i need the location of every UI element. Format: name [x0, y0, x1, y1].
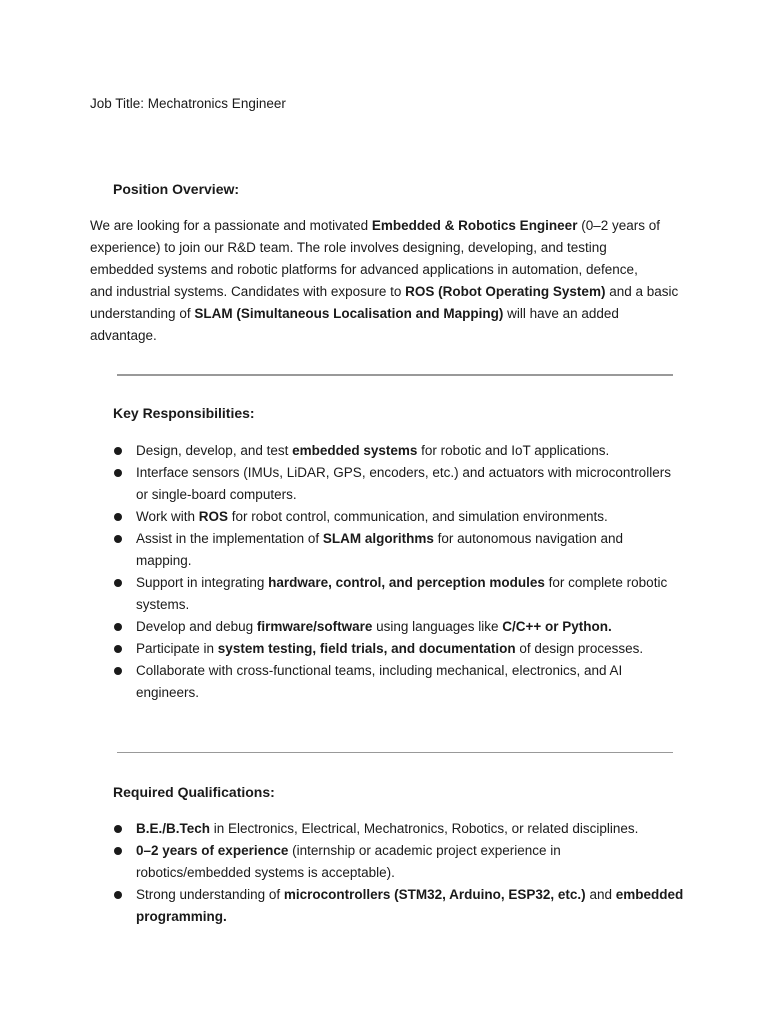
list-item [110, 660, 671, 704]
text-run: Strong understanding of [136, 887, 284, 902]
text-line [90, 325, 682, 347]
text-line [136, 440, 671, 462]
text-line [90, 237, 682, 259]
list-item [110, 638, 671, 660]
position-overview-heading: Position Overview: [113, 181, 240, 197]
text-line [136, 462, 671, 484]
text-line [136, 616, 671, 638]
job-title: Job Title: Mechatronics Engineer [90, 96, 286, 111]
bold-text: embedded [615, 887, 684, 902]
bold-text: embedded systems [292, 443, 418, 458]
list-item [110, 818, 683, 840]
text-line [136, 572, 671, 594]
text-run: and [585, 887, 616, 902]
bullet-icon [114, 623, 122, 631]
bold-text: system testing, field trials, and documentation [217, 641, 516, 656]
key-responsibilities-heading: Key Responsibilities: [113, 405, 255, 421]
list-item [110, 616, 671, 638]
text-run: Develop and debug [136, 619, 257, 634]
text-line [136, 638, 671, 660]
list-item [110, 462, 671, 506]
responsibilities-list [110, 440, 671, 704]
text-run: Support in integrating [136, 575, 269, 590]
text-line [90, 303, 682, 325]
list-item [110, 528, 671, 572]
text-run: Work with [136, 509, 199, 524]
text-run: for autonomous navigation and [433, 531, 623, 546]
text-line [136, 506, 671, 528]
bullet-icon [114, 535, 122, 543]
text-line [136, 840, 683, 862]
text-run: (0–2 years of [577, 218, 660, 233]
bold-text: SLAM (Simultaneous Localisation and Mapping) [194, 306, 504, 321]
text-run: or single-board computers. [136, 487, 297, 502]
text-run: for robotic and IoT applications. [417, 443, 610, 458]
text-run: and industrial systems. Candidates with exposure to [90, 284, 406, 299]
text-line [136, 906, 683, 928]
text-line [136, 862, 683, 884]
bullet-icon [114, 469, 122, 477]
text-run: advantage. [90, 328, 157, 343]
text-run: and a basic [605, 284, 679, 299]
text-line [90, 259, 682, 281]
text-line [136, 528, 671, 550]
text-run: (internship or academic project experience in [288, 843, 561, 858]
text-run: Participate in [136, 641, 218, 656]
text-run: in Electronics, Electrical, Mechatronics, Robotics, or related disciplines. [210, 821, 639, 836]
bullet-icon [114, 667, 122, 675]
text-run: engineers. [136, 685, 200, 700]
text-line [136, 594, 671, 616]
text-run: will have an added [503, 306, 619, 321]
text-line [136, 682, 671, 704]
text-run: using languages like [372, 619, 503, 634]
bullet-icon [114, 447, 122, 455]
list-item [110, 840, 683, 884]
bold-text: B.E./B.Tech [136, 821, 211, 836]
text-run: for robot control, communication, and simulation environments. [228, 509, 608, 524]
text-run: robotics/embedded systems is acceptable). [136, 865, 395, 880]
bold-text: SLAM algorithms [322, 531, 434, 546]
text-run: We are looking for a passionate and motivated [90, 218, 372, 233]
text-run: of design processes. [515, 641, 644, 656]
position-overview-paragraph [90, 215, 682, 347]
list-item [110, 572, 671, 616]
text-line [136, 818, 683, 840]
bold-text: hardware, control, and perception modules [268, 575, 545, 590]
bullet-icon [114, 891, 122, 899]
bullet-icon [114, 825, 122, 833]
text-run: for complete robotic [544, 575, 668, 590]
text-run: understanding of [90, 306, 195, 321]
required-qualifications-heading: Required Qualifications: [113, 784, 275, 800]
text-run: systems. [136, 597, 190, 612]
text-line [136, 484, 671, 506]
text-run: mapping. [136, 553, 192, 568]
bullet-icon [114, 513, 122, 521]
bold-text: ROS (Robot Operating System) [405, 284, 606, 299]
text-run: Design, develop, and test [136, 443, 293, 458]
text-run: experience) to join our R&D team. The role involves designing, developing, and testing [90, 240, 607, 255]
bold-text: C/C++ or Python. [502, 619, 612, 634]
section-divider [117, 752, 673, 753]
text-line [136, 884, 683, 906]
text-run: embedded systems and robotic platforms for advanced applications in automation, defence, [90, 262, 638, 277]
text-run: Interface sensors (IMUs, LiDAR, GPS, encoders, etc.) and actuators with microcontrollers [136, 465, 671, 480]
bold-text: microcontrollers (STM32, Arduino, ESP32, etc.) [283, 887, 586, 902]
bold-text: 0–2 years of experience [136, 843, 289, 858]
bold-text: Embedded & Robotics Engineer [371, 218, 578, 233]
text-line [90, 281, 682, 303]
text-line [90, 215, 682, 237]
list-item [110, 884, 683, 928]
section-divider [117, 374, 673, 376]
text-run: Assist in the implementation of [136, 531, 323, 546]
text-run: Collaborate with cross-functional teams, including mechanical, electronics, and AI [136, 663, 623, 678]
text-line [136, 550, 671, 572]
bold-text: ROS [198, 509, 229, 524]
text-line [136, 660, 671, 682]
list-item [110, 506, 671, 528]
bullet-icon [114, 847, 122, 855]
qualifications-list [110, 818, 683, 928]
list-item [110, 440, 671, 462]
bold-text: firmware/software [256, 619, 373, 634]
bullet-icon [114, 645, 122, 653]
bold-text: programming. [136, 909, 227, 924]
bullet-icon [114, 579, 122, 587]
